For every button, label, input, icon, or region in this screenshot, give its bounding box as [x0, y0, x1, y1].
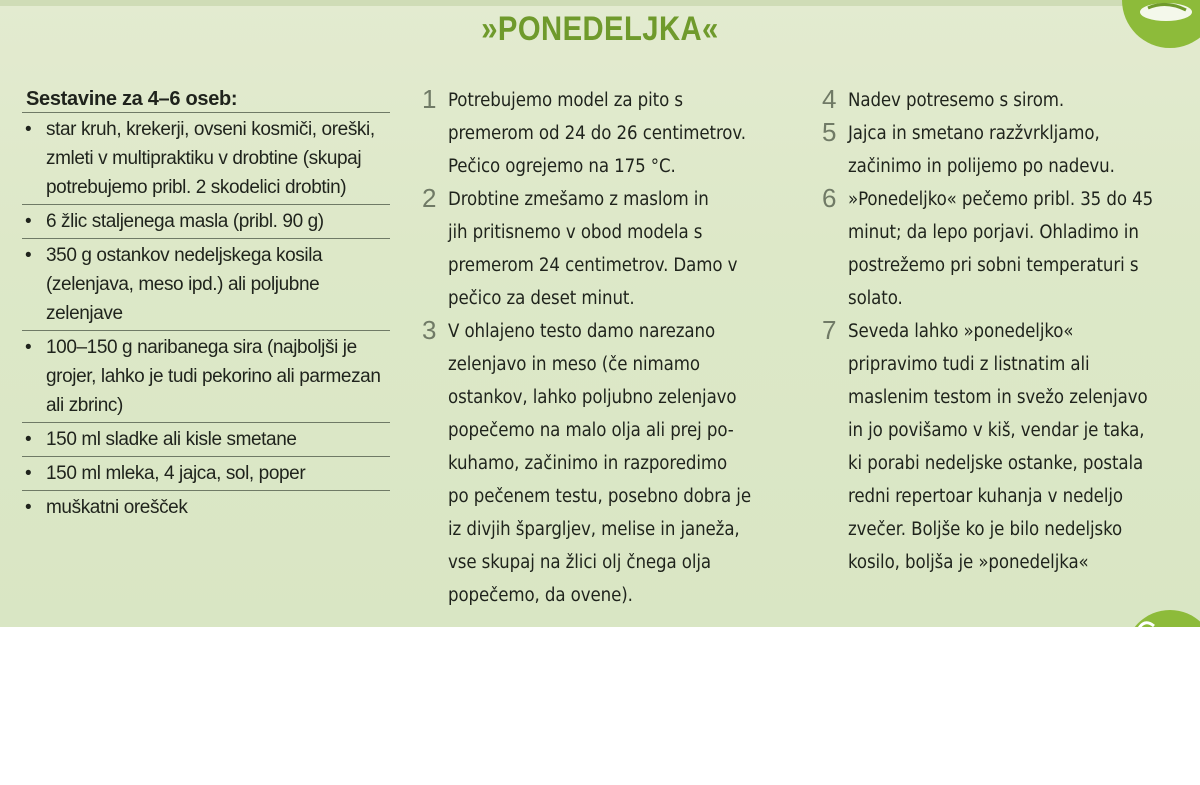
step-number: 7: [822, 315, 837, 345]
bullet-icon: •: [25, 463, 32, 484]
step-line: solato.: [848, 288, 903, 309]
step-number: 2: [422, 183, 437, 213]
ingredient-text: 150 ml sladke ali kisle smetane: [46, 429, 297, 450]
ingredient-item: [22, 491, 390, 524]
ingredient-text: 6 žlic staljenega masla (pribl. 90 g): [46, 211, 324, 232]
bullet-icon: •: [25, 119, 32, 140]
recipe-title: »PONEDELJKA«: [481, 10, 719, 48]
step-line: Seveda lahko »ponedeljko«: [848, 321, 1074, 342]
step-number: 4: [822, 84, 837, 114]
step-5: [822, 117, 1200, 183]
ingredient-text: 350 g ostankov nedeljskega kosila (zelenjava, meso ipd.) ali poljubne zelenjave: [46, 245, 323, 324]
step-line: pripravimo tudi z listnatim ali: [848, 354, 1090, 375]
green-corner-badge-icon: [1110, 600, 1200, 627]
steps-column-right: [822, 84, 1200, 579]
step-number: 3: [422, 315, 437, 345]
step-line: Pečico ogrejemo na 175 °C.: [448, 156, 676, 177]
step-line: kuhamo, začinimo in razporedimo: [448, 453, 728, 474]
ingredient-text: muškatni orešček: [46, 497, 188, 518]
bullet-icon: •: [25, 211, 32, 232]
step-line: začinimo in polijemo po nadevu.: [848, 156, 1115, 177]
step-line: po pečenem testu, posebno dobra je: [448, 486, 751, 507]
bullet-icon: •: [25, 497, 32, 518]
step-line: maslenim testom in svežo zelenjavo: [848, 387, 1148, 408]
step-line: kosilo, boljša je »ponedeljka«: [848, 552, 1089, 573]
step-line: V ohlajeno testo damo narezano: [448, 321, 716, 342]
ingredient-item: [22, 457, 390, 491]
step-line: premerom 24 centimetrov. Damo v: [448, 255, 738, 276]
top-edge-strip: [0, 0, 1200, 6]
step-line: popečemo, da ovene).: [448, 585, 633, 606]
ingredient-item: [22, 205, 390, 239]
step-line: vse skupaj na žlici olj čnega olja: [448, 552, 712, 573]
step-line: pečico za deset minut.: [448, 288, 635, 309]
ingredient-text: 100–150 g naribanega sira (najboljši je grojer, lahko je tudi pekorino ali parmezan ali zbrinc): [46, 337, 381, 416]
step-2: [422, 183, 802, 315]
step-3: [422, 315, 802, 612]
step-1: [422, 84, 802, 183]
step-line: postrežemo pri sobni temperaturi s: [848, 255, 1139, 276]
step-line: popečemo na malo olja ali prej po-: [448, 420, 734, 441]
step-number: 5: [822, 117, 837, 147]
step-line: in jo povišamo v kiš, vendar je taka,: [848, 420, 1145, 441]
step-line: Nadev potresemo s sirom.: [848, 90, 1065, 111]
step-number: 6: [822, 183, 837, 213]
step-6: [822, 183, 1200, 315]
steps-column-middle: [422, 84, 802, 612]
ingredients-heading: Sestavine za 4–6 oseb:: [22, 86, 390, 113]
ingredient-text: star kruh, krekerji, ovseni kosmiči, oreški, zmleti v multipraktiku v drobtine (skupaj potrebujemo pribl. 2 skodelici drobtin): [46, 119, 375, 198]
ingredient-item: [22, 113, 390, 205]
ingredient-text: 150 ml mleka, 4 jajca, sol, poper: [46, 463, 306, 484]
ingredient-item: [22, 423, 390, 457]
bullet-icon: •: [25, 245, 32, 266]
step-line: Jajca in smetano razžvrkljamo,: [848, 123, 1100, 144]
step-line: redni repertoar kuhanja v nedeljo: [848, 486, 1123, 507]
ingredient-item: [22, 331, 390, 423]
step-line: zelenjavo in meso (če nimamo: [448, 354, 700, 375]
ingredients-list: [22, 86, 390, 524]
step-line: premerom od 24 do 26 centimetrov.: [448, 123, 746, 144]
step-line: ostankov, lahko poljubno zelenjavo: [448, 387, 737, 408]
step-line: Potrebujemo model za pito s: [448, 90, 683, 111]
step-line: zvečer. Boljše ko je bilo nedeljsko: [848, 519, 1123, 540]
step-line: »Ponedeljko« pečemo pribl. 35 do 45: [848, 189, 1154, 210]
step-number: 1: [422, 84, 437, 114]
green-badge-icon: [1108, 0, 1200, 50]
step-line: minut; da lepo porjavi. Ohladimo in: [848, 222, 1139, 243]
step-4: [822, 84, 1200, 117]
bullet-icon: •: [25, 429, 32, 450]
bullet-icon: •: [25, 337, 32, 358]
step-line: iz divjih špargljev, melise in janeža,: [448, 519, 740, 540]
ingredient-item: [22, 239, 390, 331]
step-line: ki porabi nedeljske ostanke, postala: [848, 453, 1144, 474]
step-line: jih pritisnemo v obod modela s: [448, 222, 703, 243]
step-line: Drobtine zmešamo z maslom in: [448, 189, 709, 210]
step-7: [822, 315, 1200, 579]
